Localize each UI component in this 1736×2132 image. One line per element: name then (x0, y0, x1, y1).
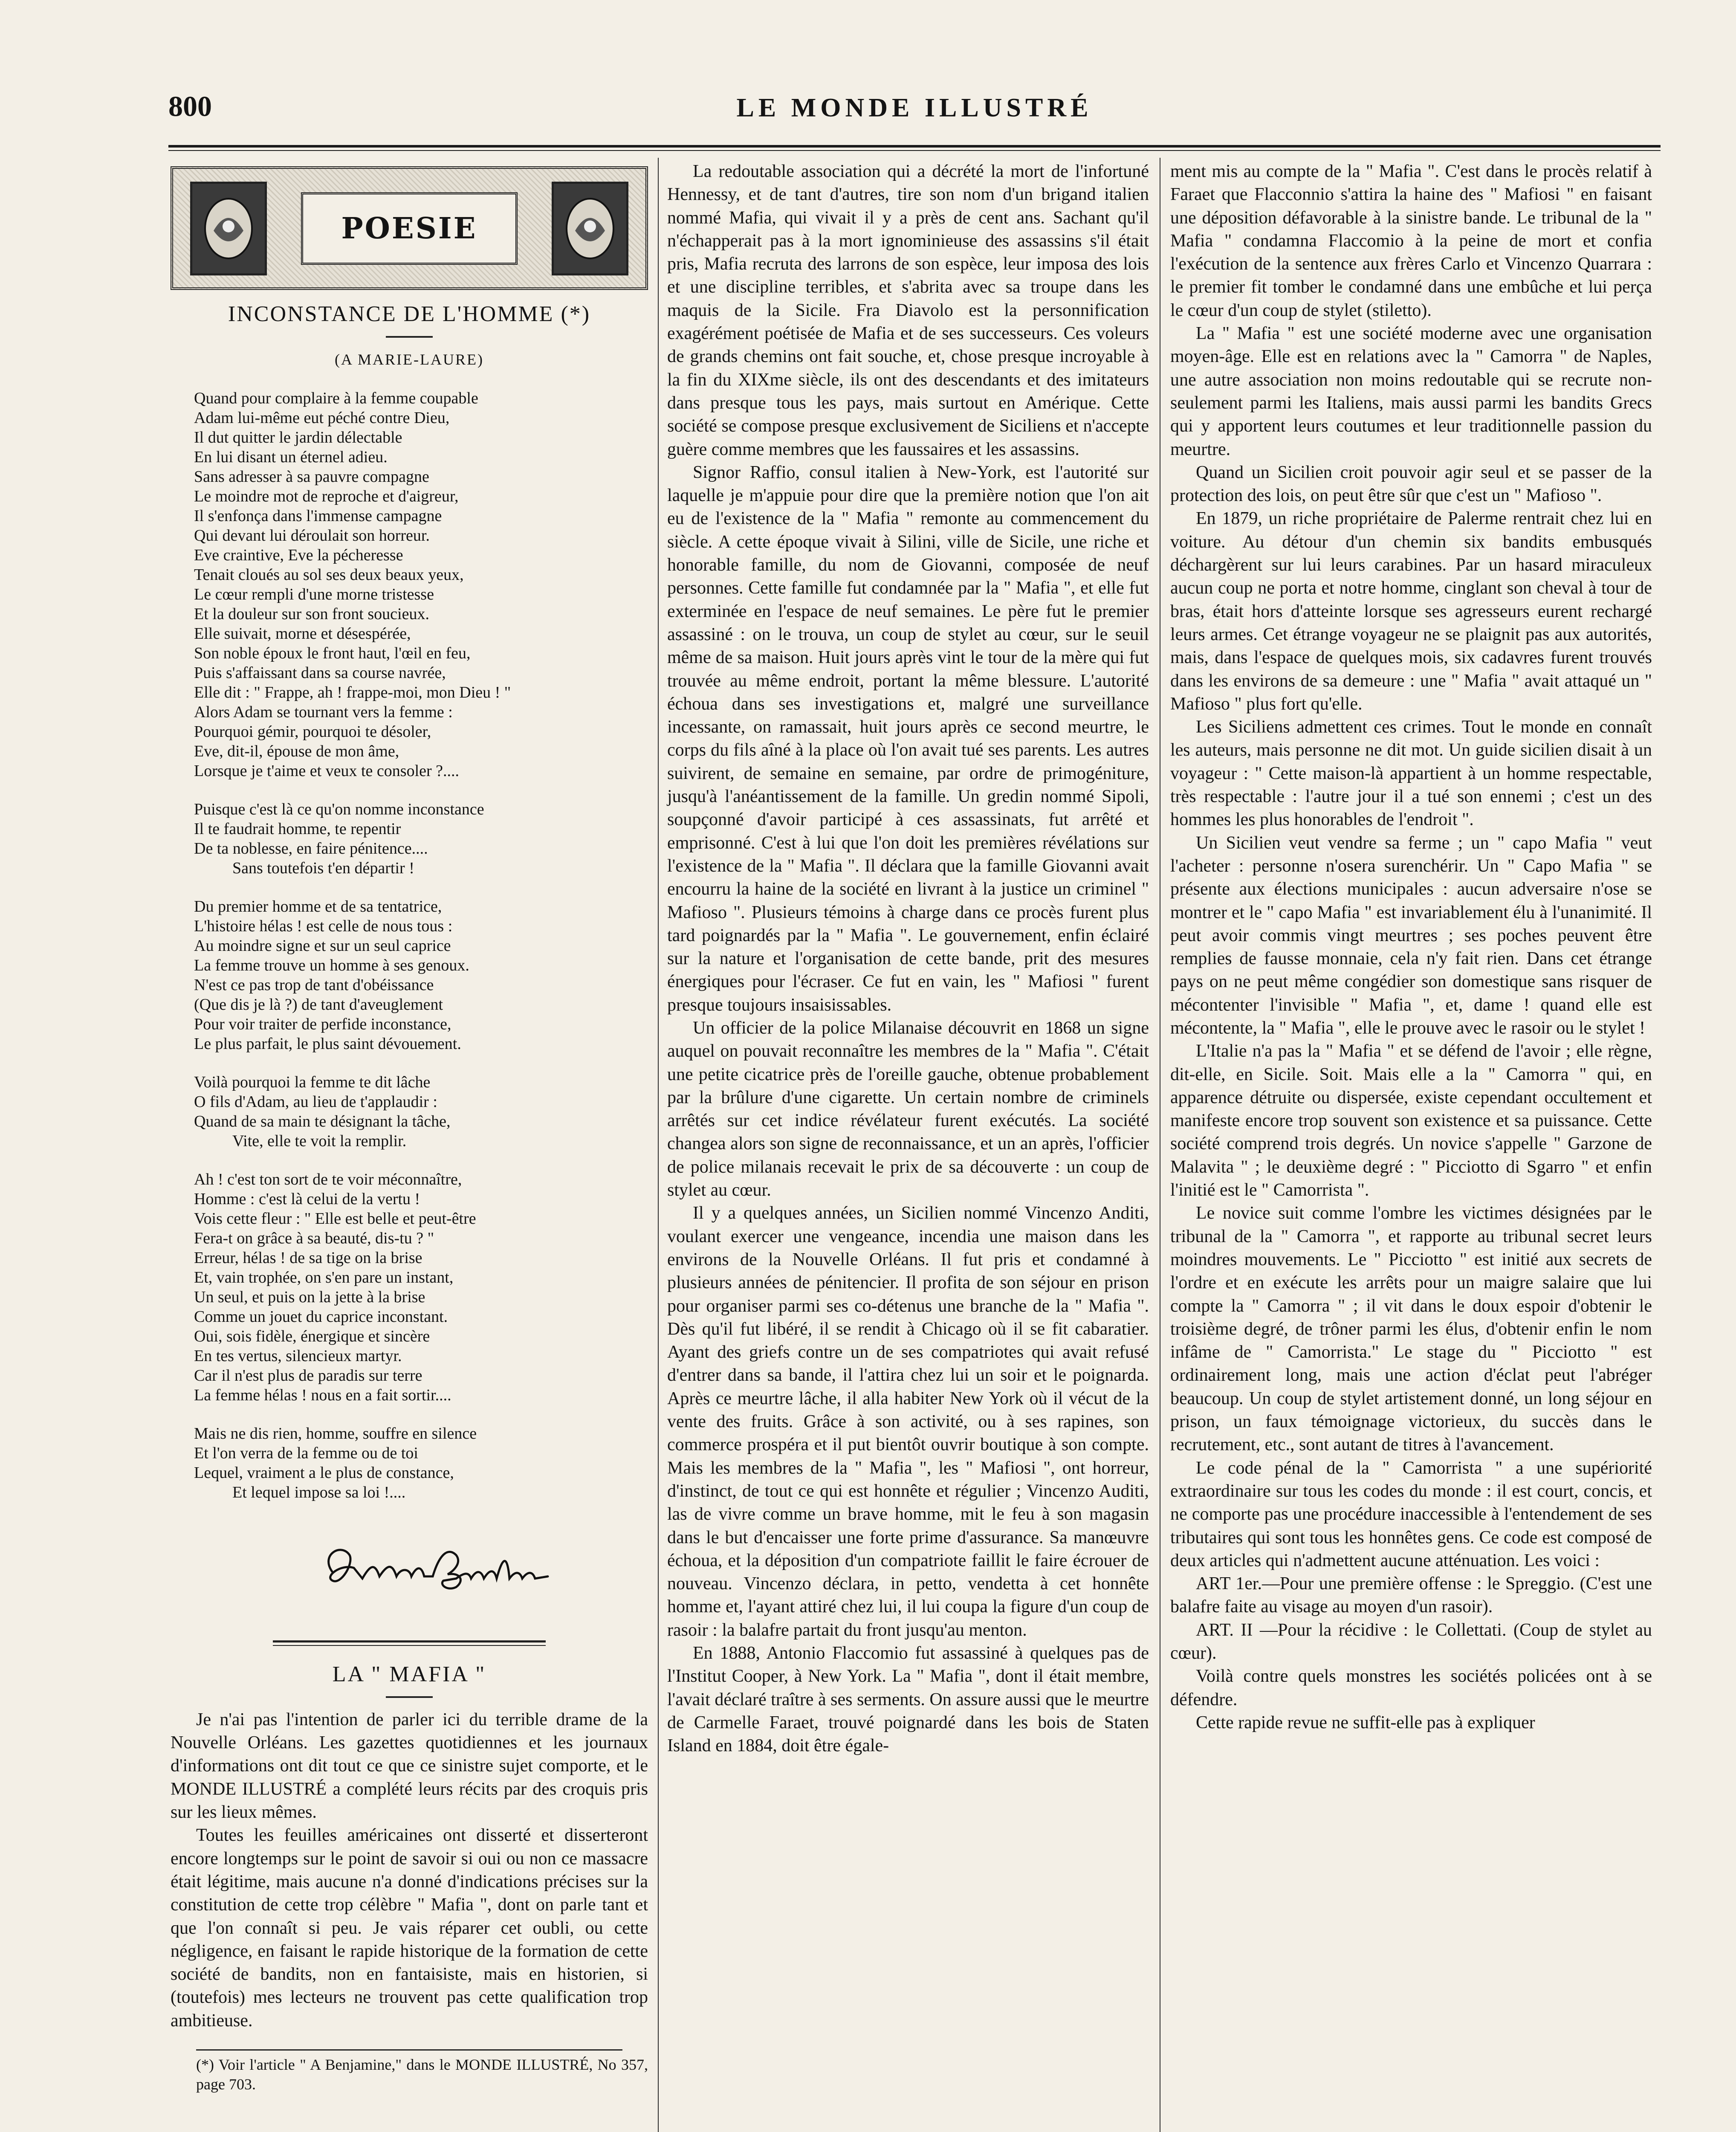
poem-line: Un seul, et puis on la jette à la brise (194, 1288, 425, 1306)
poem-line: N'est ce pas trop de tant d'obéissance (194, 976, 434, 994)
page-number: 800 (168, 90, 212, 122)
poem-line: Il s'enfonça dans l'immense campagne (194, 507, 442, 525)
column-3 (1170, 160, 1652, 1734)
poem-line: Sans adresser à sa pauvre compagne (194, 467, 429, 486)
poem-line: La femme hélas ! nous en a fait sortir.... (194, 1386, 451, 1404)
paragraph: Les Siciliens admettent ces crimes. Tout le monde en connaît les auteurs, mais personne ne dit mot. Un guide sicilien disait à un voyageur : " Cette maison-là appartient à un homme respectable, très respectable : l'autre jour il a tué son ennemi ; c'est un des hommes les plus honorables de l'endroit ". (1170, 717, 1652, 830)
paragraph: Je n'ai pas l'intention de parler ici du terrible drame de la Nouvelle Orléans. Les gazettes quotidiennes et les journaux d'informations ont dit tout ce que ce sinistre sujet comporte, et le MONDE ILLUSTRÉ a complété leurs récits par des croquis pris sur les lieux mêmes. (171, 1709, 648, 1822)
poem-line: Sans toutefois t'en départir ! (232, 859, 414, 877)
paragraph: Il y a quelques années, un Sicilien nommé Vincenzo Anditi, voulant exercer une vengeance, incendia une maison dans les environs de la Nouvelle Orléans. Il fut pris et condamné à plusieurs années de pénitencier. Il profita de son séjour en prison pour organiser parmi ses co-détenus une branche de la " Mafia ". Dès qu'il fut libéré, il se rendit à Chicago où il se fit cabaratier. Ayant des griefs contre un de ses compatriotes qui avait refusé d'entrer dans sa bande, il l'attira chez lui un soir et le poignarda. Après ce meurtre lâche, il alla habiter New York où il vécut de la vente des fruits. Grâce à son activité, ou à ses rapines, son commerce prospéra et il put bientôt ouvrir boutique à son compte. Mais les membres de la " Mafia ", les " Mafiosi ", ont horreur, d'instinct, de tout ce qui est honnête et régulier ; Vincenzo Auditi, las de vivre comme un brave homme, mit le feu à son magasin dans le but d'encaisser une forte prime d'assurance. Sa manœuvre échoua, et la déposition d'un compatriote faillit le faire écrouer de nouveau. Vincenzo déclara, in petto, vendetta à cet honnête homme et, l'ayant attiré chez lui, il lui coupa la figure d'un coup de rasoir : la balafre partait du front jusqu'au menton. (667, 1203, 1149, 1640)
poem-line: Oui, sois fidèle, énergique et sincère (194, 1327, 430, 1345)
poem-dedication: (A MARIE-LAURE) (335, 351, 484, 368)
paragraph: En 1879, un riche propriétaire de Palerme rentrait chez lui en voiture. Au détour d'un chemin six bandits embusqués déchargèrent sur lui leurs carabines. Par un hasard miraculeux aucun coup ne porta et notre homme, cinglant son cheval à tour de bras, était hors d'atteinte lorsque ses agresseurs eurent rechargé leurs armes. Cet étrange voyageur ne se plaignit pas aux autorités, mais, dans l'espace de quelques mois, six cadavres furent trouvés dans les environs de sa demeure : une " Mafia " avait attaqué un " Mafioso " plus fort qu'elle. (1170, 509, 1652, 714)
poet-signature (171, 1521, 648, 1619)
paragraph: Le novice suit comme l'ombre les victimes désignées par le tribunal de la " Camorra ", et rapporte au tribunal secret leurs moindres mouvements. Le " Picciotto " est initié aux secrets de l'ordre et en exécute les arrêts pour un maigre salaire que lui compte la " Camorra " ; il vit dans le doux espoir d'obtenir le troisième degré, de trôner parmi les élus, d'obtenir enfin le nom infâme de " Camorrista." Le stage du " Picciotto " est ordinairement long, mais une action d'éclat peut l'abréger beaucoup. Un coup de stylet artistement donné, un long séjour en prison, un faux témoignage victorieux, du succès dans le recrutement, etc., sont autant de titres à l'avancement. (1170, 1203, 1652, 1455)
paragraph: ment mis au compte de la " Mafia ". C'est dans le procès relatif à Faraet que Flacconnio s'attira la haine des " Mafiosi " en faisant une déposition défavorable à la sinistre bande. Le tribunal de la " Mafia " condamna Flaccomio à la peine de mort et confia l'exécution de la sentence aux frères Carlo et Vincenzo Quarrara : le premier fit tomber le condamné dans une embûche et lui perça le cœur d'un coup de stylet (stiletto). (1170, 162, 1652, 320)
poem-line: Vois cette fleur : " Elle est belle et peut-être (194, 1209, 476, 1228)
poem-line: Et lequel impose sa loi !.... (232, 1483, 406, 1501)
poem-line: Mais ne dis rien, homme, souffre en silence (194, 1424, 477, 1443)
paragraph: Un officier de la police Milanaise découvrit en 1868 un signe auquel on pouvait reconnaître les membres de la " Mafia ". C'était une petite cicatrice près de l'oreille gauche, obtenue probablement par la brûlure d'une cigarette. Un certain nombre de criminels arrêtés sur cet indice révélateur furent exécutés. La société changea alors son signe de reconnaissance, et un an après, l'officier de police milanais recevait le prix de sa découverte : un coup de stylet au cœur. (667, 1018, 1149, 1200)
column-divider (658, 158, 659, 2132)
poem-line: De ta noblesse, en faire pénitence.... (194, 839, 428, 857)
poem-stanza (194, 800, 648, 878)
paragraph: Le code pénal de la " Camorrista " a une supériorité extraordinaire sur tous les codes du monde : il est court, concis, et ne comporte pas une procédure inaccessible à l'entendement de ses tributaires qui sont tous les honnêtes gens. Ce code est composé de deux articles qui n'admettent aucune atténuation. Les voici : (1170, 1458, 1652, 1570)
poem-line: Eve craintive, Eve la pécheresse (194, 546, 403, 564)
poem-line: Le plus parfait, le plus saint dévouement. (194, 1034, 461, 1053)
footnote: (*) Voir l'article " A Benjamine," dans le MONDE ILLUSTRÉ, No 357, page 703. (196, 2056, 648, 2093)
poem-line: Homme : c'est là celui de la vertu ! (194, 1190, 420, 1208)
poem-line: En tes vertus, silencieux martyr. (194, 1347, 402, 1365)
signature-icon (315, 1538, 554, 1602)
poem-line: Il te faudrait homme, te repentir (194, 820, 401, 838)
poem-line: Voilà pourquoi la femme te dit lâche (194, 1073, 431, 1091)
banner-label-box (301, 192, 518, 265)
poem-line: Puis s'affaissant dans sa course navrée, (194, 663, 446, 682)
ornament-icon (552, 182, 628, 275)
paragraph: Quand un Sicilien croit pouvoir agir seul et se passer de la protection des lois, on peut être sûr que c'est un " Mafioso ". (1170, 462, 1652, 506)
column-2 (667, 160, 1149, 1757)
footnote-rule (196, 2049, 622, 2051)
poem-line: Tenait cloués au sol ses deux beaux yeux, (194, 565, 464, 584)
short-rule (386, 1696, 433, 1698)
page-header (168, 90, 1661, 145)
poem-line: Vite, elle te voit la remplir. (232, 1132, 407, 1150)
article-intro (171, 1708, 648, 2032)
poem-line: En lui disant un éternel adieu. (194, 448, 388, 466)
paragraph: Cette rapide revue ne suffit-elle pas à expliquer (1196, 1712, 1535, 1732)
poem-line: Comme un jouet du caprice inconstant. (194, 1307, 448, 1326)
paragraph: La redoutable association qui a décrété la mort de l'infortuné Hennessy, et de tant d'autres, tire son nom d'un brigand italien nommé Mafia, qui vivait il y a près de cent ans. Sachant qu'il n'échapperait pas à la mort ignominieuse des assassins s'il était pris, Mafia recruta des larrons de son espèce, leur imposa des lois et une discipline terribles, et s'abrita avec sa troupe dans les maquis de la Sicile. Fra Diavolo est la personnification exagérément poétisée de Mafia et de ses successeurs. Ces voleurs de grands chemins ont fait souche, et, chose presque incroyable à la fin du XIXme siècle, ils ont des descendants et des imitateurs dans presque tous les pays, mais surtout en Amérique. Cette société se compose presque exclusivement de Siciliens et n'accepte guère comme membres que les faussaires et les assassins. (667, 162, 1149, 459)
poem-line: Le cœur rempli d'une morne tristesse (194, 585, 434, 603)
poem-line: Et, vain trophée, on s'en pare un instant, (194, 1268, 454, 1286)
poem-line: Lequel, vraiment a le plus de constance, (194, 1463, 454, 1482)
poem-stanza (194, 897, 648, 1054)
poem-line: Au moindre signe et sur un seul caprice (194, 936, 451, 955)
poem-stanza (194, 1170, 648, 1405)
paragraph: Voilà contre quels monstres les sociétés policées ont à se défendre. (1170, 1666, 1652, 1709)
column-1 (171, 158, 648, 2094)
poem-line: L'histoire hélas ! est celle de nous tous : (194, 917, 453, 935)
poem-stanza (194, 1072, 648, 1151)
paragraph: Toutes les feuilles américaines ont disserté et disserteront encore longtemps sur le point de savoir si oui ou non ce massacre était légitime, mais aucune n'a donné d'indications précises sur la constitution de cette trop célèbre " Mafia ", dont on parle tant et que l'on connaît si peu. Je vais réparer cet oubli, ou cette négligence, en faisant le rapide historique de la formation de cette société de bandits, non en fantaisiste, mais en historien, si (toutefois) mes lecteurs ne trouvent pas cette qualification trop ambitieuse. (171, 1825, 648, 2031)
paragraph: L'Italie n'a pas la " Mafia " et se défend de l'avoir ; elle règne, dit-elle, en Sicile. Soit. Mais elle a la " Camorra " qui, en apparence détruite ou dispersée, existe cependant occultement et manifeste encore trop souvent son existence et sa puissance. Cette société comprend trois degrés. Un novice s'appelle " Garzone de Malavita " ; le deuxième degré : " Picciotto di Sgarro " et enfin l'initié est le " Camorrista ". (1170, 1041, 1652, 1200)
poem-line: (Que dis je là ?) de tant d'aveuglement (194, 995, 443, 1014)
poetry-banner (171, 166, 648, 290)
poem-line: Il dut quitter le jardin délectable (194, 428, 402, 446)
poem-title: INCONSTANCE DE L'HOMME (*) (228, 302, 591, 326)
poem-line: Quand pour complaire à la femme coupable (194, 389, 478, 407)
poem-line: Puisque c'est là ce qu'on nomme inconstance (194, 800, 484, 818)
poem-line: Fera-t on grâce à sa beauté, dis-tu ? " (194, 1229, 434, 1247)
paragraph: ART 1er.—Pour une première offense : le Spreggio. (C'est une balafre faite au visage au moyen d'un rasoir). (1170, 1574, 1652, 1617)
poem-body (171, 388, 648, 1502)
journal-title: LE MONDE ILLUSTRÉ (736, 93, 1093, 122)
poem-line: Et la douleur sur son front soucieux. (194, 605, 429, 623)
poem-stanza (194, 388, 648, 781)
poem-line: Pourquoi gémir, pourquoi te désoler, (194, 722, 431, 741)
poem-line: Elle suivait, morne et désespérée, (194, 624, 411, 643)
poem-line: Erreur, hélas ! de sa tige on la brise (194, 1248, 422, 1267)
poem-stanza (194, 1424, 648, 1502)
poem-line: Qui devant lui déroulait son horreur. (194, 526, 430, 545)
poem-line: Eve, dit-il, épouse de mon âme, (194, 742, 399, 760)
poem-line: Adam lui-même eut péché contre Dieu, (194, 408, 450, 427)
poem-line: Quand de sa main te désignant la tâche, (194, 1112, 451, 1130)
poem-line: Lorsque je t'aime et veux te consoler ?.... (194, 762, 460, 780)
header-rule-thin (168, 150, 1661, 151)
paragraph: En 1888, Antonio Flaccomio fut assassiné à quelques pas de l'Institut Cooper, à New York. La " Mafia ", dont il était membre, l'avait déclaré traître à ses serments. On assure aussi que le meurtre de Carmelle Faraet, trouvé poignardé dans les bois de Staten Island en 1884, doit être égale- (667, 1643, 1149, 1756)
poem-line: Alors Adam se tournant vers la femme : (194, 703, 453, 721)
poem-line: La femme trouve un homme à ses genoux. (194, 956, 469, 974)
paragraph: ART. II —Pour la récidive : le Collettati. (Coup de stylet au cœur). (1170, 1620, 1652, 1663)
poem-line: O fils d'Adam, au lieu de t'applaudir : (194, 1092, 437, 1111)
header-rule (168, 145, 1661, 148)
paragraph: La " Mafia " est une société moderne avec une organisation moyen-âge. Elle est en relations avec la " Camorra " de Naples, une autre association non moins redoutable qui se recrute non-seulement parmi les Italiens, mais aussi parmi les bandits Grecs qui y apportent leurs coutumes et leur traditionnelle passion du meurtre. (1170, 324, 1652, 459)
poem-line: Elle dit : " Frappe, ah ! frappe-moi, mon Dieu ! " (194, 683, 511, 701)
poem-line: Son noble époux le front haut, l'œil en feu, (194, 644, 471, 662)
banner-label: POESIE (341, 211, 477, 246)
short-rule (386, 336, 433, 338)
poem-line: Du premier homme et de sa tentatrice, (194, 897, 442, 915)
ornament-icon (190, 182, 267, 275)
section-rule (273, 1640, 546, 1646)
poem-line: Ah ! c'est ton sort de te voir méconnaître, (194, 1170, 462, 1188)
paragraph: Signor Raffio, consul italien à New-York, est l'autorité sur laquelle je m'appuie pour dire que la première notion que l'on ait eu de l'existence de la " Mafia " remonte au commencement du siècle. A cette époque vivait à Silini, ville de Sicile, une riche et honorable famille, du nom de Giovanni, composée de neuf personnes. Cette famille fut condamnée par la " Mafia ", et elle fut exterminée en l'espace de neuf semaines. Le père fut le premier assassiné : on le trouva, un coup de stylet au cœur, sur le seuil même de sa maison. Huit jours après vint le tour de la mère qui fut trouvée au même endroit, portant la même blessure. L'autorité échoua dans ses investigations et, malgré une surveillance incessante, on ramassait, huit jours après ce second meurtre, le corps du fils aîné à la place où l'on avait tué ses parents. Les autres suivirent, de semaine en semaine, par ordre de primogéniture, jusqu'à l'anéantissement de la famille. Un gredin nommé Sipoli, soupçonné d'avoir participé à ces assassinats, fut arrêté et emprisonné. C'est à lui que l'on doit les premières révélations sur l'existence de la " Mafia ". Il déclara que la famille Giovanni avait encourru la haine de la société en livrant à la justice un criminel " Mafioso ". Plusieurs témoins à charge dans ce procès furent plus tard poignardés par la " Mafia ". Le gouvernement, enfin éclairé sur la nature et l'organisation de cette bande, prit des mesures énergiques pour l'écraser. Ce fut en vain, les " Mafiosi " furent presque toujours insaisissables. (667, 462, 1149, 1015)
poem-line: Et l'on verra de la femme ou de toi (194, 1444, 418, 1462)
article-title: LA " MAFIA " (332, 1662, 486, 1686)
poem-line: Car il n'est plus de paradis sur terre (194, 1366, 422, 1385)
poem-line: Le moindre mot de reproche et d'aigreur, (194, 487, 459, 505)
paragraph: Un Sicilien veut vendre sa ferme ; un " capo Mafia " veut l'acheter : personne n'osera surenchérir. Un " Capo Mafia " se présente aux élections municipales : aucun adversaire n'ose se montrer et le " capo Mafia " est invariablement élu à l'unanimité. Il peut avoir commis vingt meurtres ; ses poches peuvent être remplies de fausse monnaie, cela n'y fait rien. Dans cet étrange pays on ne peut même congédier son domestique sans risquer de mécontenter l'invisible " Mafia ", et, dame ! quand elle est mécontente, la " Mafia ", elle le prouve avec le rasoir ou le stylet ! (1170, 833, 1652, 1038)
poem-line: Pour voir traiter de perfide inconstance, (194, 1015, 451, 1033)
